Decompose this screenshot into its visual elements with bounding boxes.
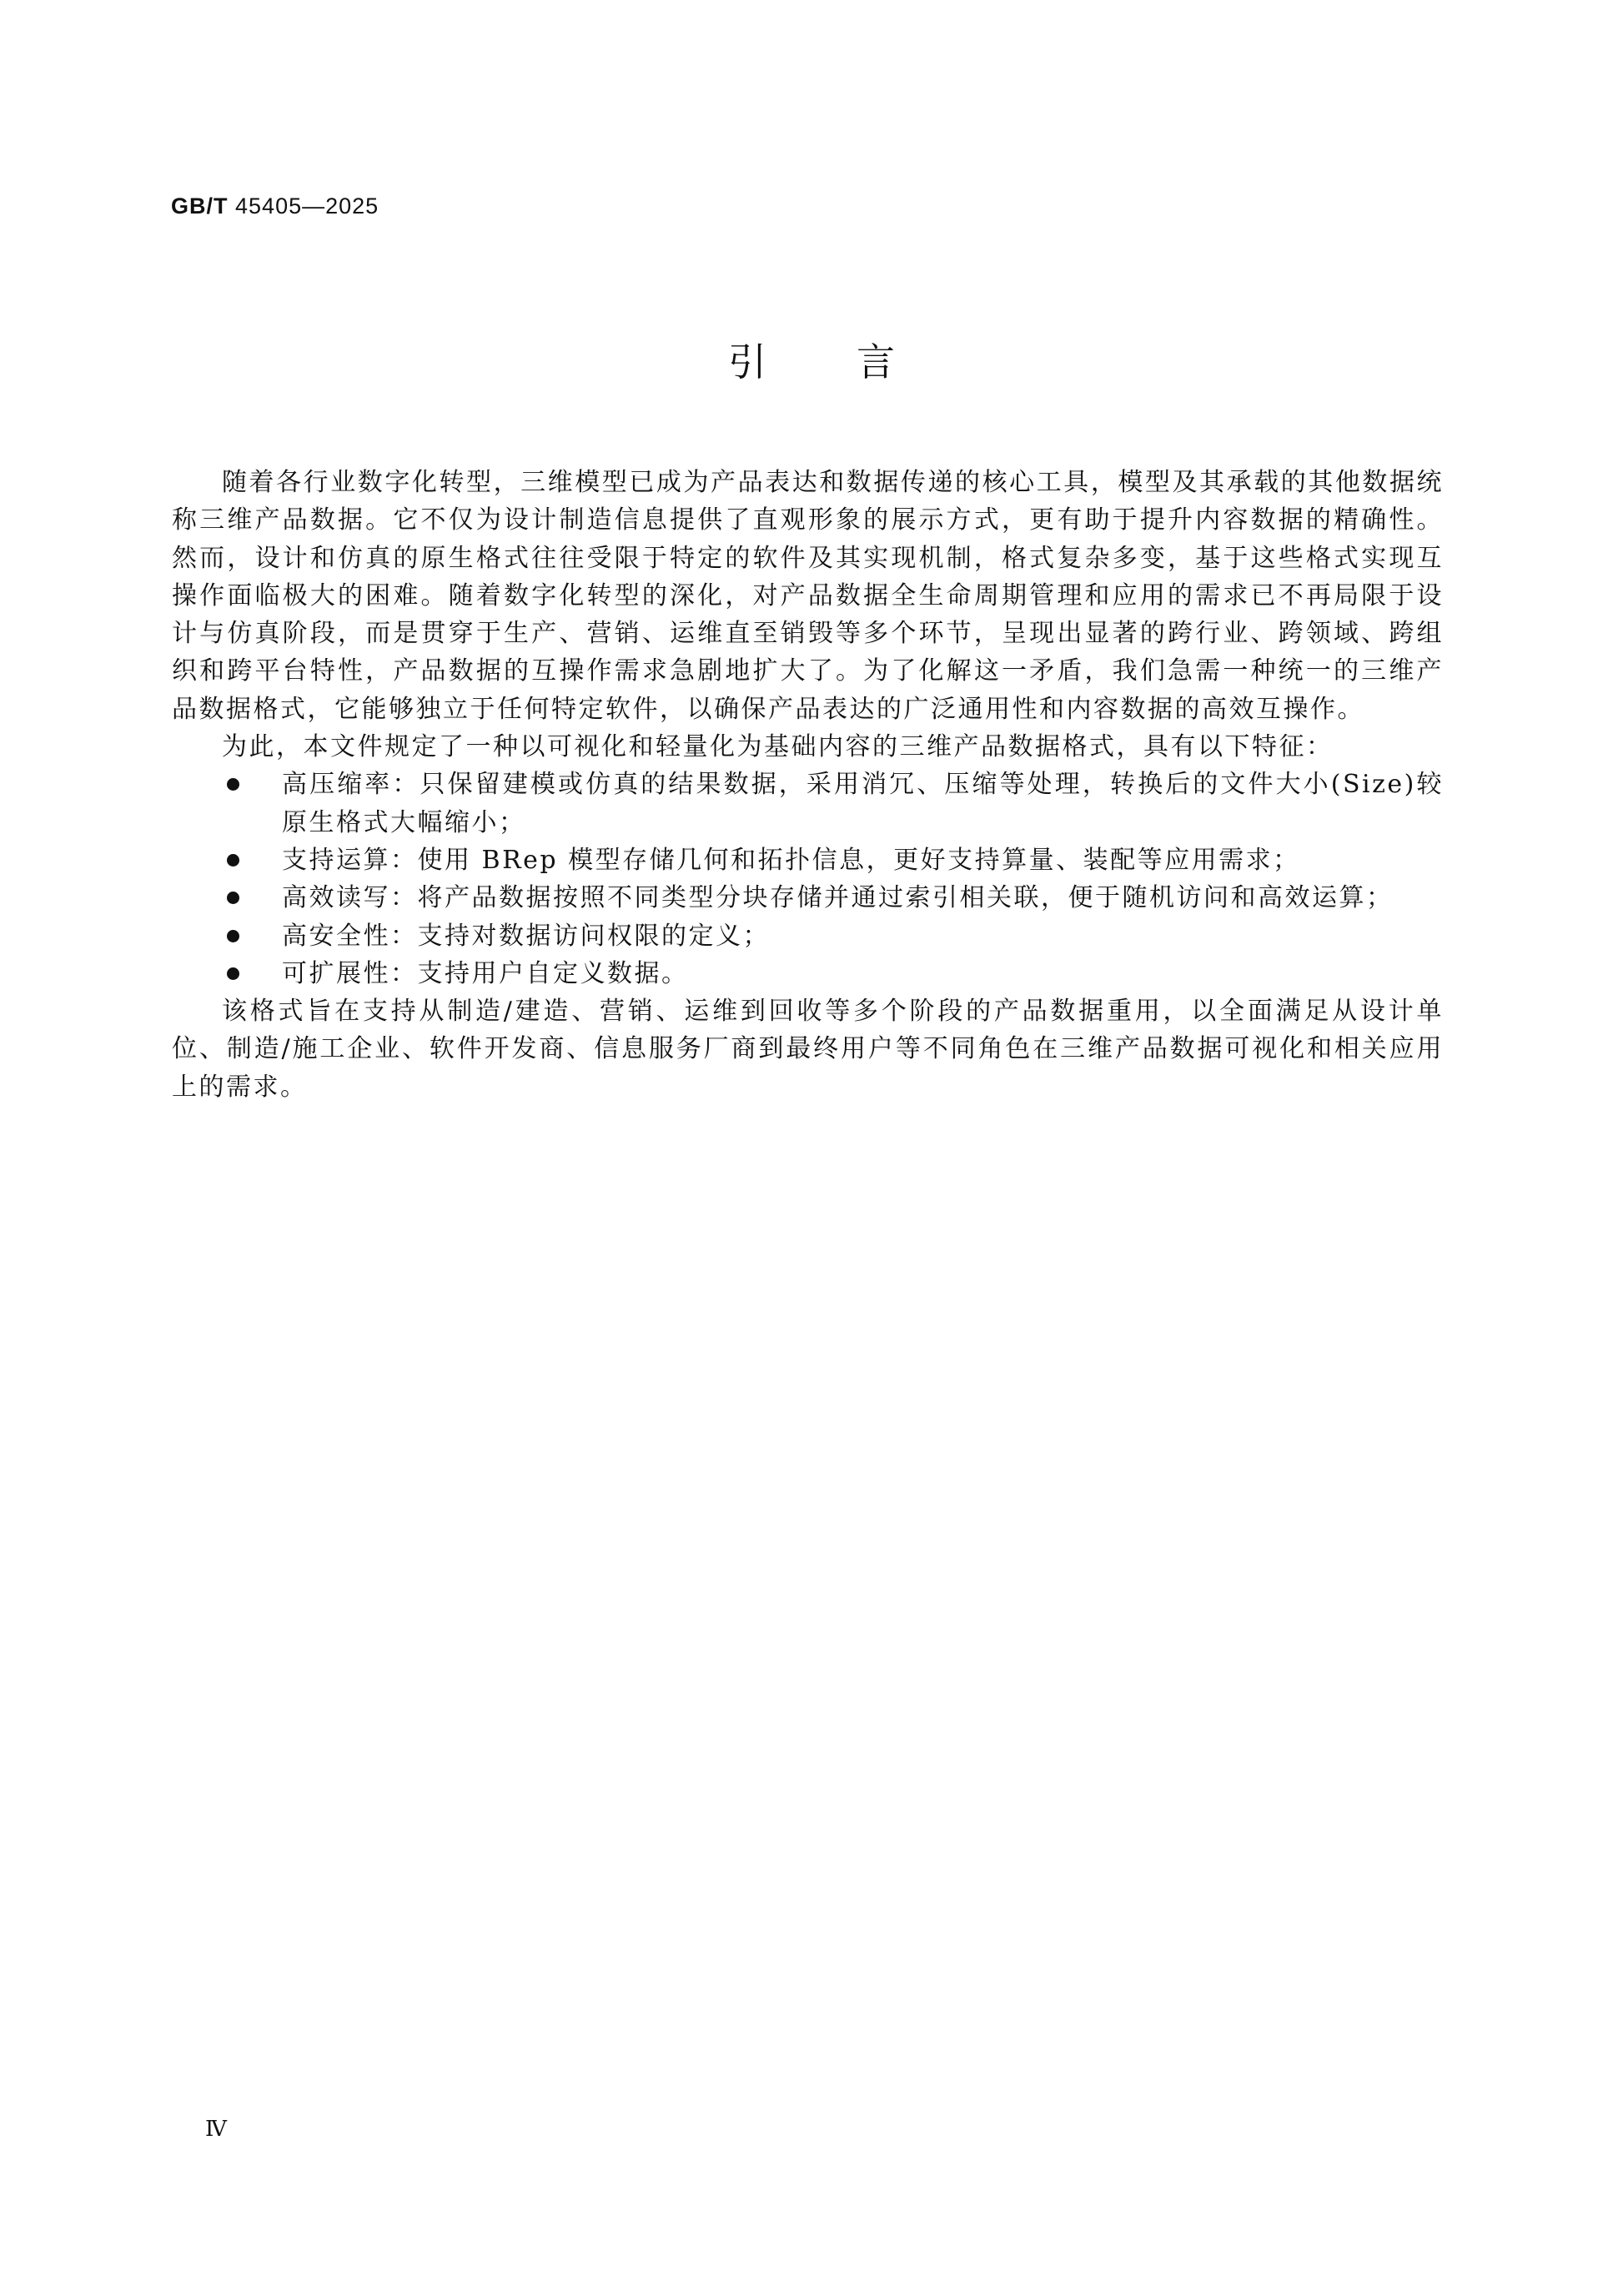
- standard-number: 45405—2025: [235, 193, 379, 219]
- feature-text: 高压缩率：只保留建模或仿真的结果数据，采用消冗、压缩等处理，转换后的文件大小(Size)较原生格式大幅缩小；: [282, 770, 1444, 837]
- page-title: 引言: [728, 339, 985, 384]
- bullet-icon: [227, 854, 239, 867]
- bullet-icon: [227, 778, 239, 791]
- intro-paragraph-1: 随着各行业数字化转型，三维模型已成为产品表达和数据传递的核心工具，模型及其承载的其他数据统称三维产品数据。它不仅为设计制造信息提供了直观形象的展示方式，更有助于提升内容数据的精确性。然而，设计和仿真的原生格式往往受限于特定的软件及其实现机制，格式复杂多变，基于这些格式实现互操作面临极大的困难。随着数字化转型的深化，对产品数据全生命周期管理和应用的需求已不再局限于设计与仿真阶段，而是贯穿于生产、营销、运维直至销毁等多个环节，呈现出显著的跨行业、跨领域、跨组织和跨平台特性，产品数据的互操作需求急剧地扩大了。为了化解这一矛盾，我们急需一种统一的三维产品数据格式，它能够独立于任何特定软件，以确保产品表达的广泛通用性和内容数据的高效互操作。: [172, 468, 1444, 724]
- feature-text: 可扩展性：支持用户自定义数据。: [282, 958, 689, 988]
- feature-text: 高安全性：支持对数据访问权限的定义；: [282, 921, 770, 951]
- feature-item: [172, 842, 1444, 879]
- bullet-icon: [227, 930, 239, 942]
- intro-paragraph-2: 为此，本文件规定了一种以可视化和轻量化为基础内容的三维产品数据格式，具有以下特征：: [222, 732, 1334, 762]
- feature-item: [172, 955, 1444, 992]
- bullet-icon: [227, 892, 239, 904]
- feature-text: 支持运算：使用 BRep 模型存储几何和拓扑信息，更好支持算量、装配等应用需求；: [282, 845, 1300, 875]
- bullet-icon: [227, 967, 239, 980]
- feature-text: 高效读写：将产品数据按照不同类型分块存储并通过索引相关联，便于随机访问和高效运算；: [282, 883, 1394, 913]
- feature-list: [172, 766, 1444, 992]
- feature-item: [172, 766, 1444, 842]
- page-number: Ⅳ: [205, 2117, 227, 2142]
- standard-code: GB/T: [171, 193, 229, 219]
- intro-paragraph-3: 该格式旨在支持从制造/建造、营销、运维到回收等多个阶段的产品数据重用，以全面满足从设计单位、制造/施工企业、软件开发商、信息服务厂商到最终用户等不同角色在三维产品数据可视化和相关应用上的需求。: [172, 997, 1444, 1102]
- feature-item: [172, 879, 1444, 917]
- standard-header: [171, 193, 379, 219]
- feature-item: [172, 917, 1444, 955]
- introduction-body: [172, 464, 1444, 1106]
